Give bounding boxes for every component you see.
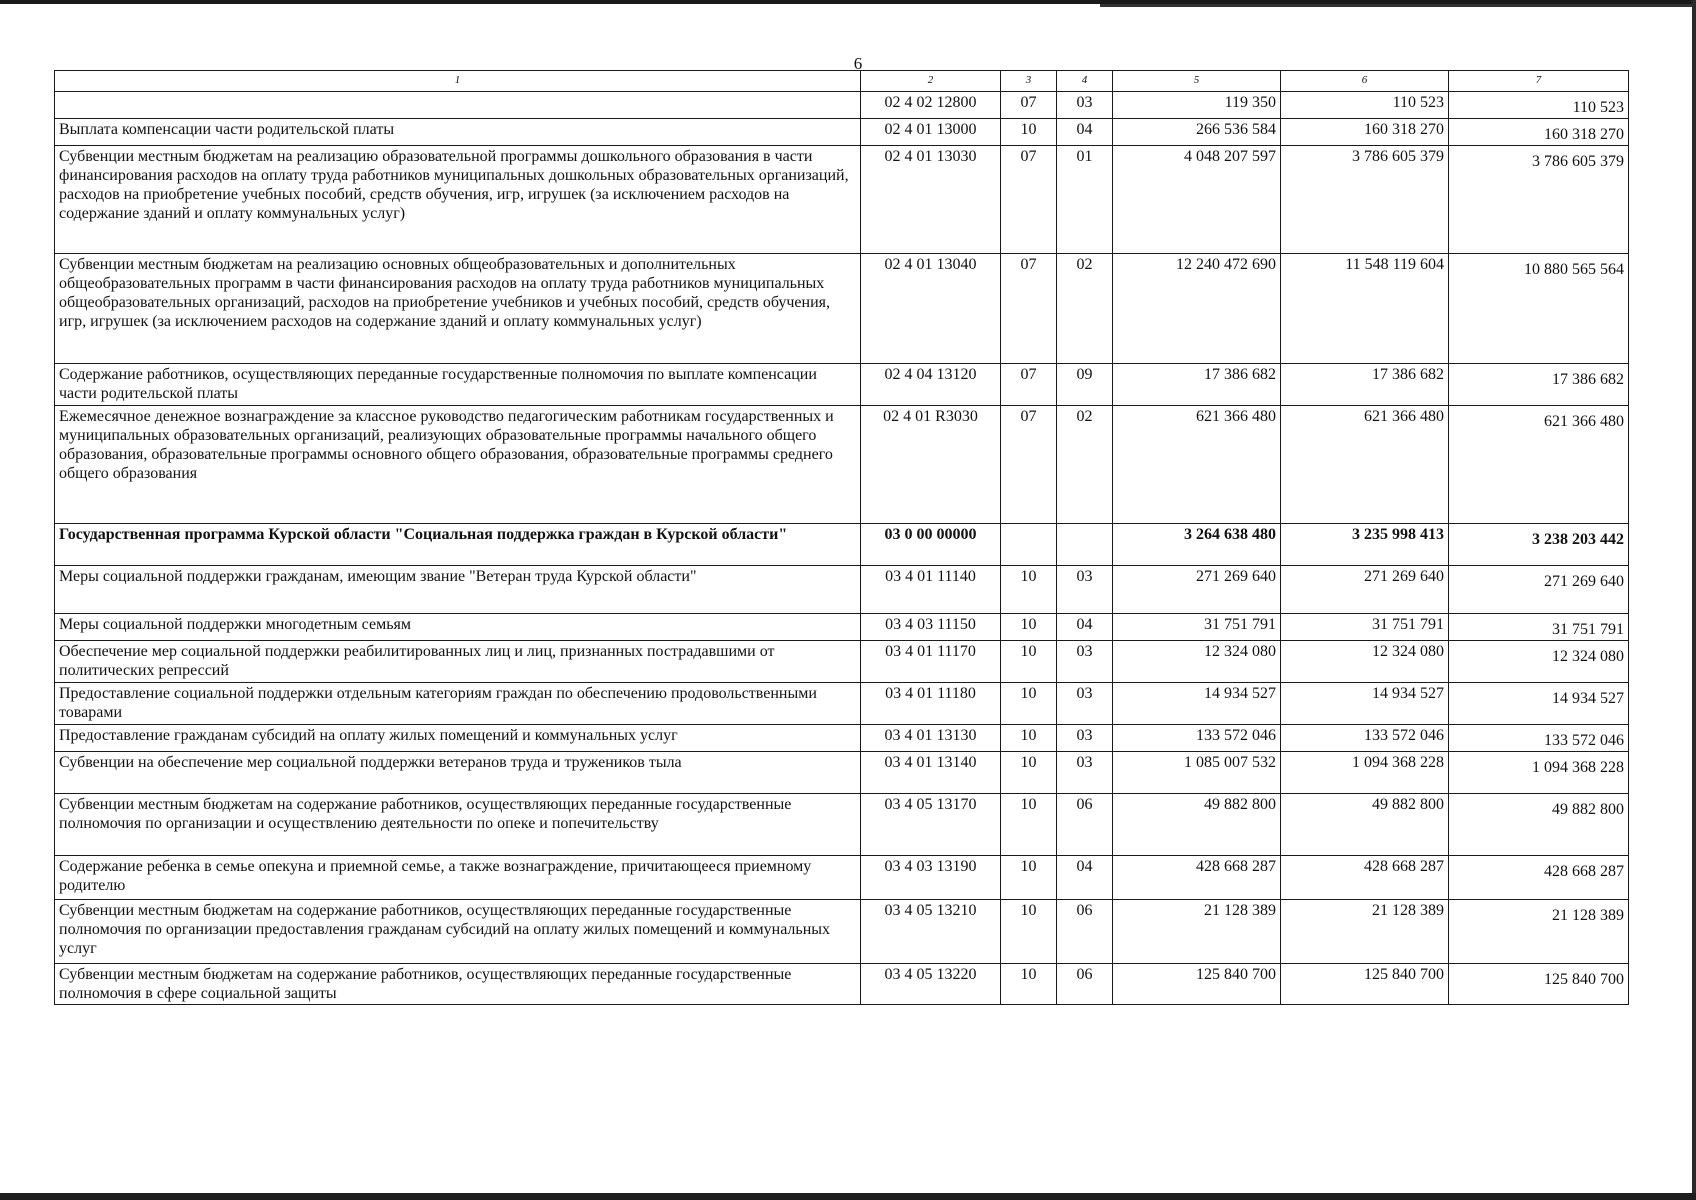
- scan-edge-bottom: [0, 1193, 1696, 1200]
- row-name-cell: Субвенции местным бюджетам на содержание работников, осуществляющих переданные государственные полномочия по организации предоставления гражданам субсидий на оплату жилых помещений и коммунальных услуг: [55, 900, 861, 964]
- row-name-cell: Государственная программа Курской области "Социальная поддержка граждан в Курской области": [55, 524, 861, 566]
- row-amount-cell: 125 840 700: [1281, 964, 1449, 1005]
- row-section-cell: 10: [1001, 641, 1057, 683]
- row-amount-cell: 12 324 080: [1113, 641, 1281, 683]
- row-code-cell: 02 4 02 12800: [861, 92, 1001, 119]
- row-amount-cell: 21 128 389: [1113, 900, 1281, 964]
- row-subsection-cell: 06: [1057, 900, 1113, 964]
- page-number: 6: [853, 54, 863, 73]
- row-code-cell: 02 4 01 R3030: [861, 406, 1001, 524]
- row-amount-cell: 266 536 584: [1113, 119, 1281, 146]
- scan-edge-right: [1692, 0, 1696, 1200]
- row-name-cell: Обеспечение мер социальной поддержки реабилитированных лиц и лиц, признанных пострадавшими от политических репрессий: [55, 641, 861, 683]
- row-section-cell: 10: [1001, 566, 1057, 614]
- row-code-cell: 02 4 01 13000: [861, 119, 1001, 146]
- table-row: [55, 146, 1629, 254]
- row-amount-cell: 428 668 287: [1449, 856, 1629, 900]
- table-row: [55, 856, 1629, 900]
- column-number: 1: [55, 71, 861, 92]
- row-amount-cell: 133 572 046: [1449, 725, 1629, 752]
- row-amount-cell: 271 269 640: [1449, 566, 1629, 614]
- row-section-cell: 07: [1001, 92, 1057, 119]
- row-amount-cell: 110 523: [1281, 92, 1449, 119]
- row-amount-cell: 1 094 368 228: [1281, 752, 1449, 794]
- row-code-cell: 03 4 01 13140: [861, 752, 1001, 794]
- row-name-cell: Содержание ребенка в семье опекуна и приемной семье, а также вознаграждение, причитающееся приемному родителю: [55, 856, 861, 900]
- row-name-cell: Субвенции местным бюджетам на содержание работников, осуществляющих переданные государственные полномочия в сфере социальной защиты: [55, 964, 861, 1005]
- row-name-cell: Предоставление социальной поддержки отдельным категориям граждан по обеспечению продовольственными товарами: [55, 683, 861, 725]
- row-name-cell: Меры социальной поддержки многодетным семьям: [55, 614, 861, 641]
- column-number-row: [55, 71, 1629, 92]
- column-number: 4: [1057, 71, 1113, 92]
- row-section-cell: 10: [1001, 725, 1057, 752]
- row-subsection-cell: 02: [1057, 254, 1113, 364]
- row-name-cell: [55, 92, 861, 119]
- row-name-cell: Меры социальной поддержки гражданам, имеющим звание "Ветеран труда Курской области": [55, 566, 861, 614]
- row-amount-cell: 11 548 119 604: [1281, 254, 1449, 364]
- row-section-cell: 10: [1001, 900, 1057, 964]
- row-amount-cell: 125 840 700: [1449, 964, 1629, 1005]
- row-amount-cell: 3 264 638 480: [1113, 524, 1281, 566]
- row-subsection-cell: 06: [1057, 794, 1113, 856]
- row-name-cell: Субвенции местным бюджетам на содержание работников, осуществляющих переданные государственные полномочия по организации и осуществлению деятельности по опеке и попечительству: [55, 794, 861, 856]
- row-name-cell: Субвенции на обеспечение мер социальной поддержки ветеранов труда и тружеников тыла: [55, 752, 861, 794]
- row-amount-cell: 49 882 800: [1281, 794, 1449, 856]
- row-subsection-cell: 09: [1057, 364, 1113, 406]
- table-row: [55, 683, 1629, 725]
- row-subsection-cell: 03: [1057, 752, 1113, 794]
- row-name-cell: Субвенции местным бюджетам на реализацию образовательной программы дошкольного образования в части финансирования расходов на оплату труда работников муниципальных дошкольных образовательных организаций, расходов на приобретение учебных пособий, средств обучения, игр, игрушек (за исключением расходов на содержание зданий и оплату коммунальных услуг): [55, 146, 861, 254]
- row-amount-cell: 17 386 682: [1113, 364, 1281, 406]
- row-amount-cell: 133 572 046: [1113, 725, 1281, 752]
- row-subsection-cell: 04: [1057, 614, 1113, 641]
- table-row: [55, 364, 1629, 406]
- table-row: [55, 92, 1629, 119]
- row-code-cell: 02 4 01 13030: [861, 146, 1001, 254]
- row-amount-cell: 133 572 046: [1281, 725, 1449, 752]
- row-amount-cell: 14 934 527: [1281, 683, 1449, 725]
- table-row: [55, 964, 1629, 1005]
- row-amount-cell: 1 085 007 532: [1113, 752, 1281, 794]
- row-subsection-cell: 06: [1057, 964, 1113, 1005]
- row-name-cell: Содержание работников, осуществляющих переданные государственные полномочия по выплате компенсации части родительской платы: [55, 364, 861, 406]
- row-name-cell: Предоставление гражданам субсидий на оплату жилых помещений и коммунальных услуг: [55, 725, 861, 752]
- row-amount-cell: 1 094 368 228: [1449, 752, 1629, 794]
- row-subsection-cell: 03: [1057, 92, 1113, 119]
- table-row: [55, 406, 1629, 524]
- table-row: [55, 119, 1629, 146]
- row-amount-cell: 12 324 080: [1281, 641, 1449, 683]
- row-code-cell: 03 4 05 13210: [861, 900, 1001, 964]
- row-amount-cell: 12 324 080: [1449, 641, 1629, 683]
- row-name-cell: Субвенции местным бюджетам на реализацию основных общеобразовательных и дополнительных общеобразовательных программ в части финансирования расходов на оплату труда работников муниципальных общеобразовательных организаций, расходов на приобретение учебников и учебных пособий, средств обучения, игр, игрушек (за исключением расходов на содержание зданий и оплату коммунальных услуг): [55, 254, 861, 364]
- row-subsection-cell: 04: [1057, 119, 1113, 146]
- row-amount-cell: 3 235 998 413: [1281, 524, 1449, 566]
- table-row: [55, 794, 1629, 856]
- row-name-cell: Ежемесячное денежное вознаграждение за классное руководство педагогическим работникам государственных и муниципальных образовательных организаций, реализующих образовательные программы начального общего образования, образовательные программы основного общего образования, образовательные программы среднего общего образования: [55, 406, 861, 524]
- table-row: [55, 725, 1629, 752]
- row-subsection-cell: 03: [1057, 566, 1113, 614]
- row-amount-cell: 4 048 207 597: [1113, 146, 1281, 254]
- row-amount-cell: 31 751 791: [1449, 614, 1629, 641]
- row-section-cell: 07: [1001, 364, 1057, 406]
- row-name-cell: Выплата компенсации части родительской платы: [55, 119, 861, 146]
- row-section-cell: [1001, 524, 1057, 566]
- row-subsection-cell: [1057, 524, 1113, 566]
- table-row: [55, 566, 1629, 614]
- row-code-cell: 02 4 04 13120: [861, 364, 1001, 406]
- row-amount-cell: 49 882 800: [1449, 794, 1629, 856]
- row-amount-cell: 160 318 270: [1449, 119, 1629, 146]
- row-code-cell: 03 4 05 13220: [861, 964, 1001, 1005]
- row-code-cell: 03 4 01 13130: [861, 725, 1001, 752]
- row-amount-cell: 621 366 480: [1449, 406, 1629, 524]
- row-code-cell: 02 4 01 13040: [861, 254, 1001, 364]
- row-subsection-cell: 04: [1057, 856, 1113, 900]
- table-row: [55, 900, 1629, 964]
- row-amount-cell: 3 238 203 442: [1449, 524, 1629, 566]
- row-amount-cell: 14 934 527: [1113, 683, 1281, 725]
- table-row: [55, 641, 1629, 683]
- row-code-cell: 03 4 03 11150: [861, 614, 1001, 641]
- row-amount-cell: 3 786 605 379: [1281, 146, 1449, 254]
- row-amount-cell: 271 269 640: [1113, 566, 1281, 614]
- row-code-cell: 03 4 01 11180: [861, 683, 1001, 725]
- column-number: 2: [861, 71, 1001, 92]
- row-amount-cell: 21 128 389: [1281, 900, 1449, 964]
- row-amount-cell: 428 668 287: [1113, 856, 1281, 900]
- row-section-cell: 10: [1001, 683, 1057, 725]
- row-amount-cell: 14 934 527: [1449, 683, 1629, 725]
- row-subsection-cell: 01: [1057, 146, 1113, 254]
- column-number: 5: [1113, 71, 1281, 92]
- table-row: [55, 254, 1629, 364]
- row-amount-cell: 31 751 791: [1281, 614, 1449, 641]
- row-section-cell: 10: [1001, 964, 1057, 1005]
- row-amount-cell: 12 240 472 690: [1113, 254, 1281, 364]
- row-section-cell: 10: [1001, 119, 1057, 146]
- row-amount-cell: 10 880 565 564: [1449, 254, 1629, 364]
- row-section-cell: 07: [1001, 254, 1057, 364]
- row-section-cell: 10: [1001, 856, 1057, 900]
- row-amount-cell: 31 751 791: [1113, 614, 1281, 641]
- row-subsection-cell: 03: [1057, 641, 1113, 683]
- row-section-cell: 07: [1001, 146, 1057, 254]
- column-number: 3: [1001, 71, 1057, 92]
- row-subsection-cell: 02: [1057, 406, 1113, 524]
- row-amount-cell: 428 668 287: [1281, 856, 1449, 900]
- row-amount-cell: 160 318 270: [1281, 119, 1449, 146]
- table-body: [55, 71, 1629, 1005]
- row-code-cell: 03 4 01 11170: [861, 641, 1001, 683]
- budget-table: [54, 70, 1629, 1005]
- column-number: 6: [1281, 71, 1449, 92]
- row-code-cell: 03 4 05 13170: [861, 794, 1001, 856]
- row-amount-cell: 17 386 682: [1281, 364, 1449, 406]
- row-subsection-cell: 03: [1057, 683, 1113, 725]
- row-code-cell: 03 4 03 13190: [861, 856, 1001, 900]
- row-section-cell: 10: [1001, 794, 1057, 856]
- row-subsection-cell: 03: [1057, 725, 1113, 752]
- row-section-cell: 10: [1001, 752, 1057, 794]
- scan-edge-top-shadow: [1100, 4, 1696, 7]
- row-section-cell: 10: [1001, 614, 1057, 641]
- row-amount-cell: 621 366 480: [1281, 406, 1449, 524]
- row-code-cell: 03 0 00 00000: [861, 524, 1001, 566]
- row-amount-cell: 17 386 682: [1449, 364, 1629, 406]
- row-amount-cell: 21 128 389: [1449, 900, 1629, 964]
- row-amount-cell: 119 350: [1113, 92, 1281, 119]
- row-code-cell: 03 4 01 11140: [861, 566, 1001, 614]
- row-amount-cell: 125 840 700: [1113, 964, 1281, 1005]
- row-section-cell: 07: [1001, 406, 1057, 524]
- table-row: [55, 752, 1629, 794]
- row-amount-cell: 49 882 800: [1113, 794, 1281, 856]
- column-number: 7: [1449, 71, 1629, 92]
- row-amount-cell: 271 269 640: [1281, 566, 1449, 614]
- row-amount-cell: 110 523: [1449, 92, 1629, 119]
- table-row: [55, 524, 1629, 566]
- table-row: [55, 614, 1629, 641]
- row-amount-cell: 621 366 480: [1113, 406, 1281, 524]
- row-amount-cell: 3 786 605 379: [1449, 146, 1629, 254]
